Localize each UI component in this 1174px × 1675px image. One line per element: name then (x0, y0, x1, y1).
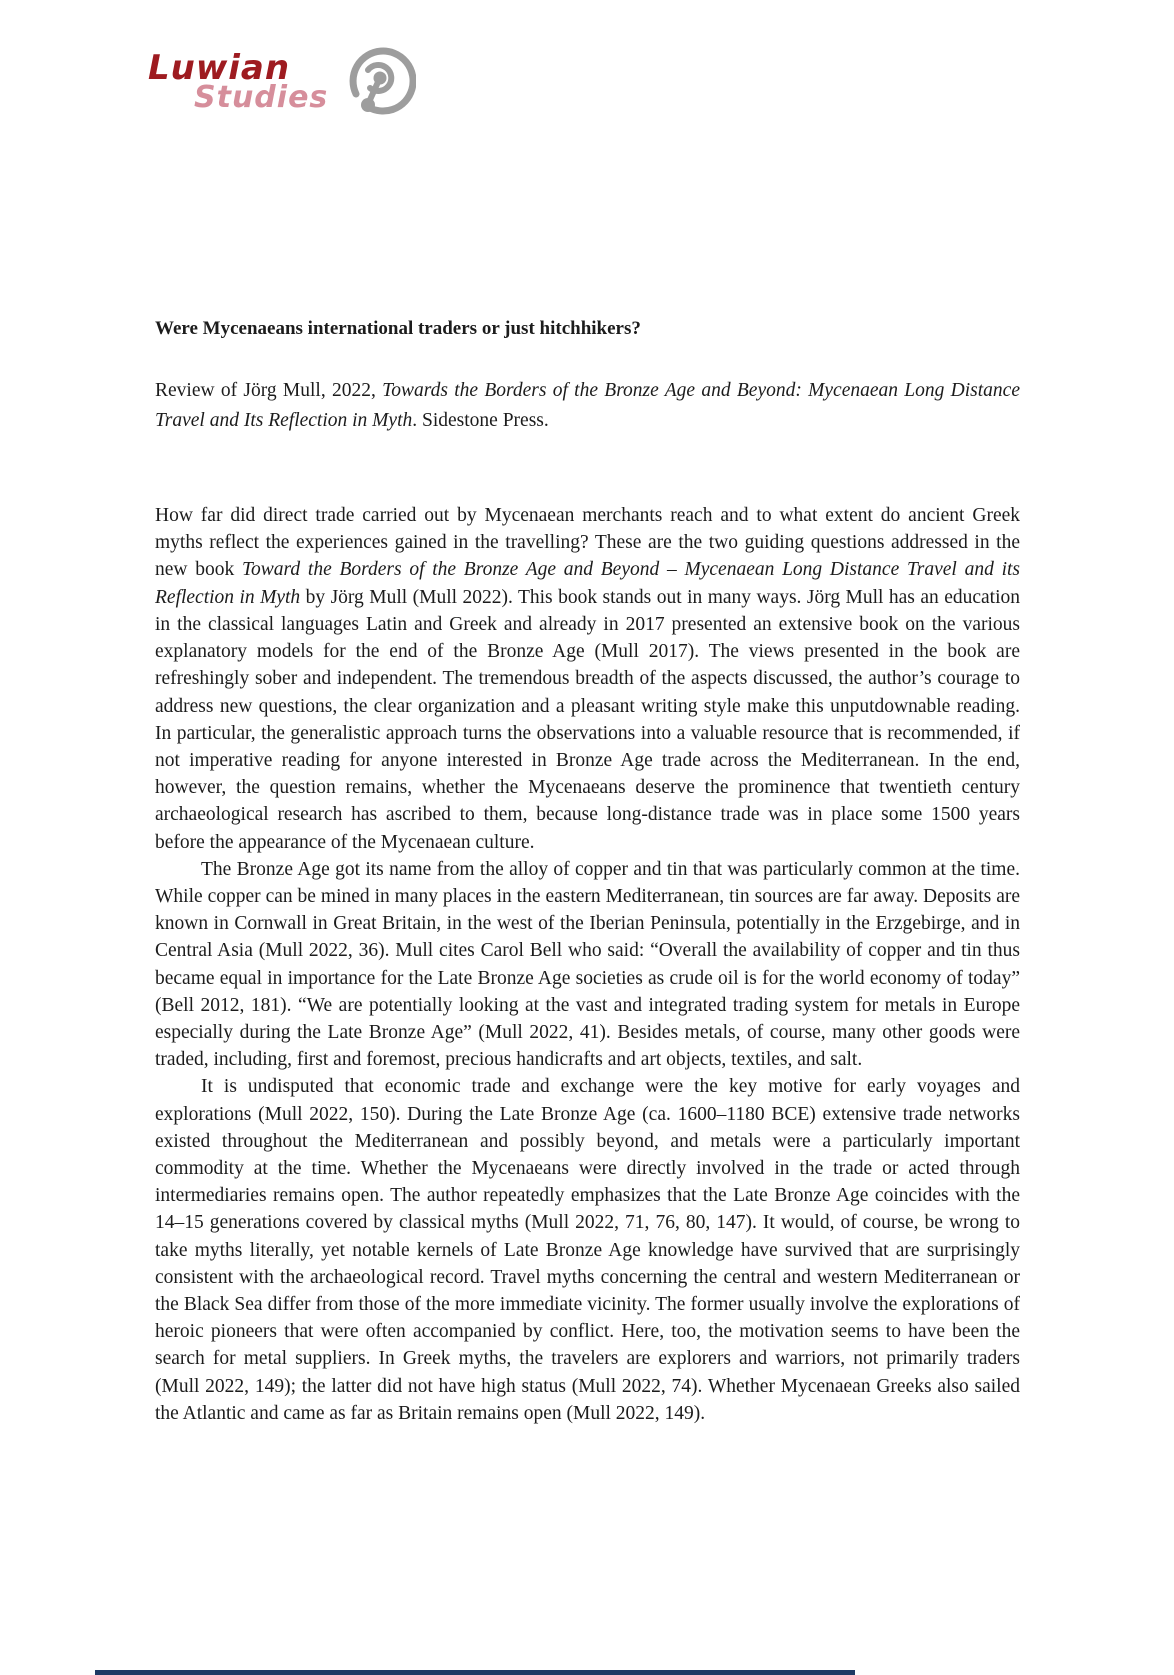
article-body (155, 316, 1020, 1427)
page-title: Were Mycenaeans international traders or just hitchhikers? (155, 318, 641, 339)
luwian-studies-logo (148, 42, 416, 121)
paragraph-2: The Bronze Age got its name from the alloy of copper and tin that was particularly common at the time. While copper can be mined in many places in the eastern Mediterranean, tin sources are far away. Deposits are known in Cornwall in Great Britain, in the west of the Iberian Peninsula, potentially in the Erzgebirge, and in Central Asia (Mull 2022, 36). Mull cites Carol Bell who said: “Overall the availability of copper and tin thus became equal in importance for the Late Bronze Age societies as crude oil is for the world economy of today” (Bell 2012, 181). “We are potentially looking at the vast and integrated trading system for metals in Europe especially during the Late Bronze Age” (Mull 2022, 41). Besides metals, of course, many other goods were traded, including, first and foremost, precious handicrafts and art objects, textiles, and salt. (155, 858, 1020, 1071)
spiral-logo-icon (342, 42, 416, 121)
paragraph-3: It is undisputed that economic trade and exchange were the key motive for early voyages and explorations (Mull 2022, 150). During the Late Bronze Age (ca. 1600–1180 BCE) extensive trade networks existed throughout the Mediterranean and possibly beyond, and metals were a particularly important commodity at the time. Whether the Mycenaeans were directly involved in the trade or acted through intermediaries remains open. The author repeatedly emphasizes that the Late Bronze Age coincides with the 14–15 generations covered by classical myths (Mull 2022, 71, 76, 80, 147). It would, of course, be wrong to take myths literally, yet notable kernels of Late Bronze Age knowledge have survived that are surprisingly consistent with the archaeological record. Travel myths concerning the central and western Mediterranean or the Black Sea differ from those of the more immediate vicinity. The former usually involve the explorations of heroic pioneers that were often accompanied by conflict. Here, too, the motivation seems to have been the search for metal suppliers. In Greek myths, the travelers are explorers and warriors, not primarily traders (Mull 2022, 149); the latter did not have high status (Mull 2022, 74). Whether Mycenaean Greeks also sailed the Atlantic and came as far as Britain remains open (Mull 2022, 149). (155, 1076, 1020, 1424)
footer-bar (95, 1670, 855, 1675)
logo-word-luwian: Luwian (148, 47, 291, 88)
citation-line: Review of Jörg Mull, 2022, Towards the Borders of the Bronze Age and Beyond: Mycenaean Long Distance Travel and Its Reflection in Myth. Sidestone Press. (155, 379, 1020, 431)
paragraph-1: How far did direct trade carried out by Mycenaean merchants reach and to what extent do ancient Greek myths reflect the experiences gained in the travelling? These are the two guiding questions addressed in the new book Toward the Borders of the Bronze Age and Beyond – Mycenaean Long Distance Travel and its Reflection in Myth by Jörg Mull (Mull 2022). This book stands out in many ways. Jörg Mull has an education in the classical languages Latin and Greek and already in 2017 presented an extensive book on the various explanatory models for the end of the Bronze Age (Mull 2017). The views presented in the book are refreshingly sober and independent. The tremendous breadth of the aspects discussed, the author’s courage to address new questions, the clear organization and a pleasant writing style make this unputdownable reading. In particular, the generalistic approach turns the observations into a valuable resource that is recommended, if not imperative reading for anyone interested in Bronze Age trade across the Mediterranean. In the end, however, the question remains, whether the Mycenaeans deserve the prominence that twentieth century archaeological research has ascribed to them, because long-distance trade was in place some 1500 years before the appearance of the Mycenaean culture. (155, 505, 1020, 853)
logo-word-studies: Studies (194, 79, 329, 115)
body-text (155, 502, 1020, 1427)
logo-wordmark (148, 47, 329, 115)
